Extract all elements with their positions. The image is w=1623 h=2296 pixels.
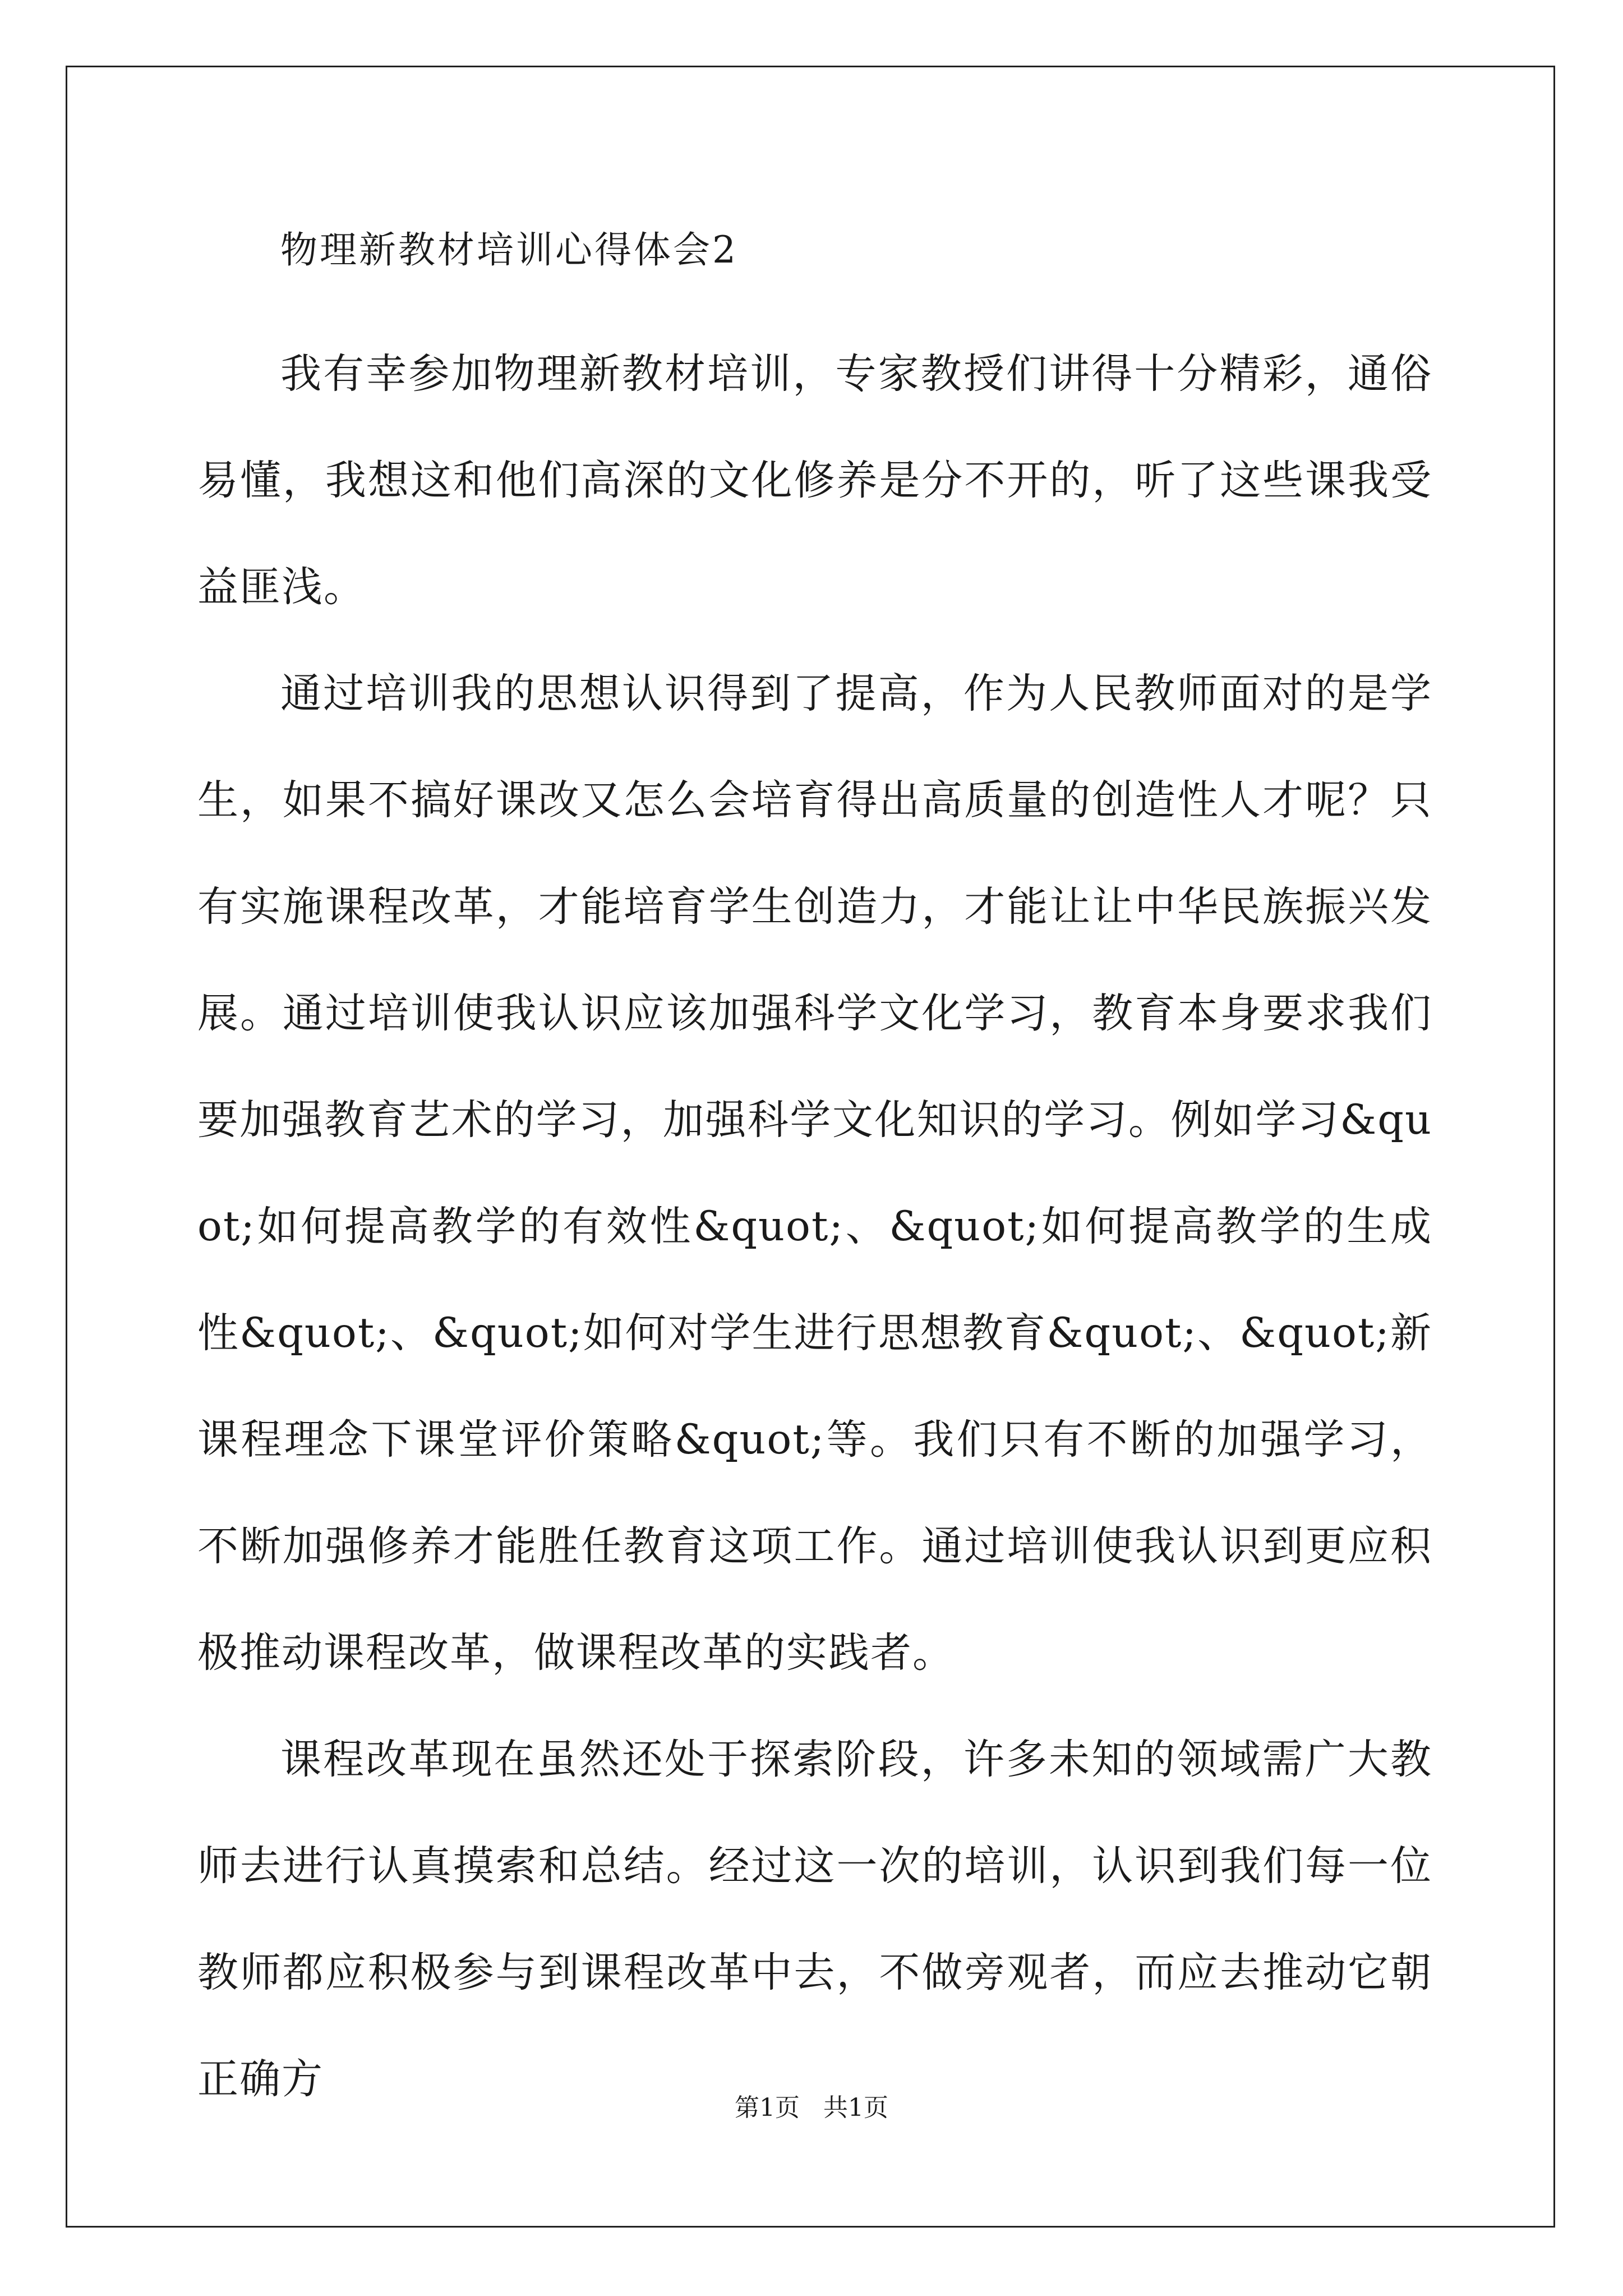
paragraph-3: 课程改革现在虽然还处于探索阶段，许多未知的领域需广大教师去进行认真摸索和总结。经过这一次的培训，认识到我们每一位教师都应积极参与到课程改革中去，不做旁观者，而应去推动它朝正确方 [197,1736,1432,2103]
document-title: 物理新教材培训心得体会2 [280,228,738,272]
page-footer [0,2091,1623,2125]
page-number: 第1页 [735,2093,800,2122]
document-body [197,213,1432,2133]
paragraph-2: 通过培训我的思想认识得到了提高，作为人民教师面对的是学生，如果不搞好课改又怎么会培育得出高质量的创造性人才呢？只有实施课程改革，才能培育学生创造力，才能让让中华民族振兴发展。通过培训使我认识应该加强科学文化学习，教育本身要求我们要加强教育艺术的学习，加强科学文化知识的学习。例如学习&quot;如何提高教学的有效性&quot;、&quot;如何提高教学的生成性&quot;、&quot;如何对学生进行思想教育&quot;、&quot;新课程理念下课堂评价策略&quot;等。我们只有不断的加强学习，不断加强修养才能胜任教育这项工作。通过培训使我认识到更应积极推动课程改革，做课程改革的实践者。 [197,670,1432,1677]
page-total: 共1页 [823,2093,888,2122]
paragraph-1: 我有幸参加物理新教材培训，专家教授们讲得十分精彩，通俗易懂，我想这和他们高深的文化修养是分不开的，听了这些课我受益匪浅。 [197,350,1432,611]
